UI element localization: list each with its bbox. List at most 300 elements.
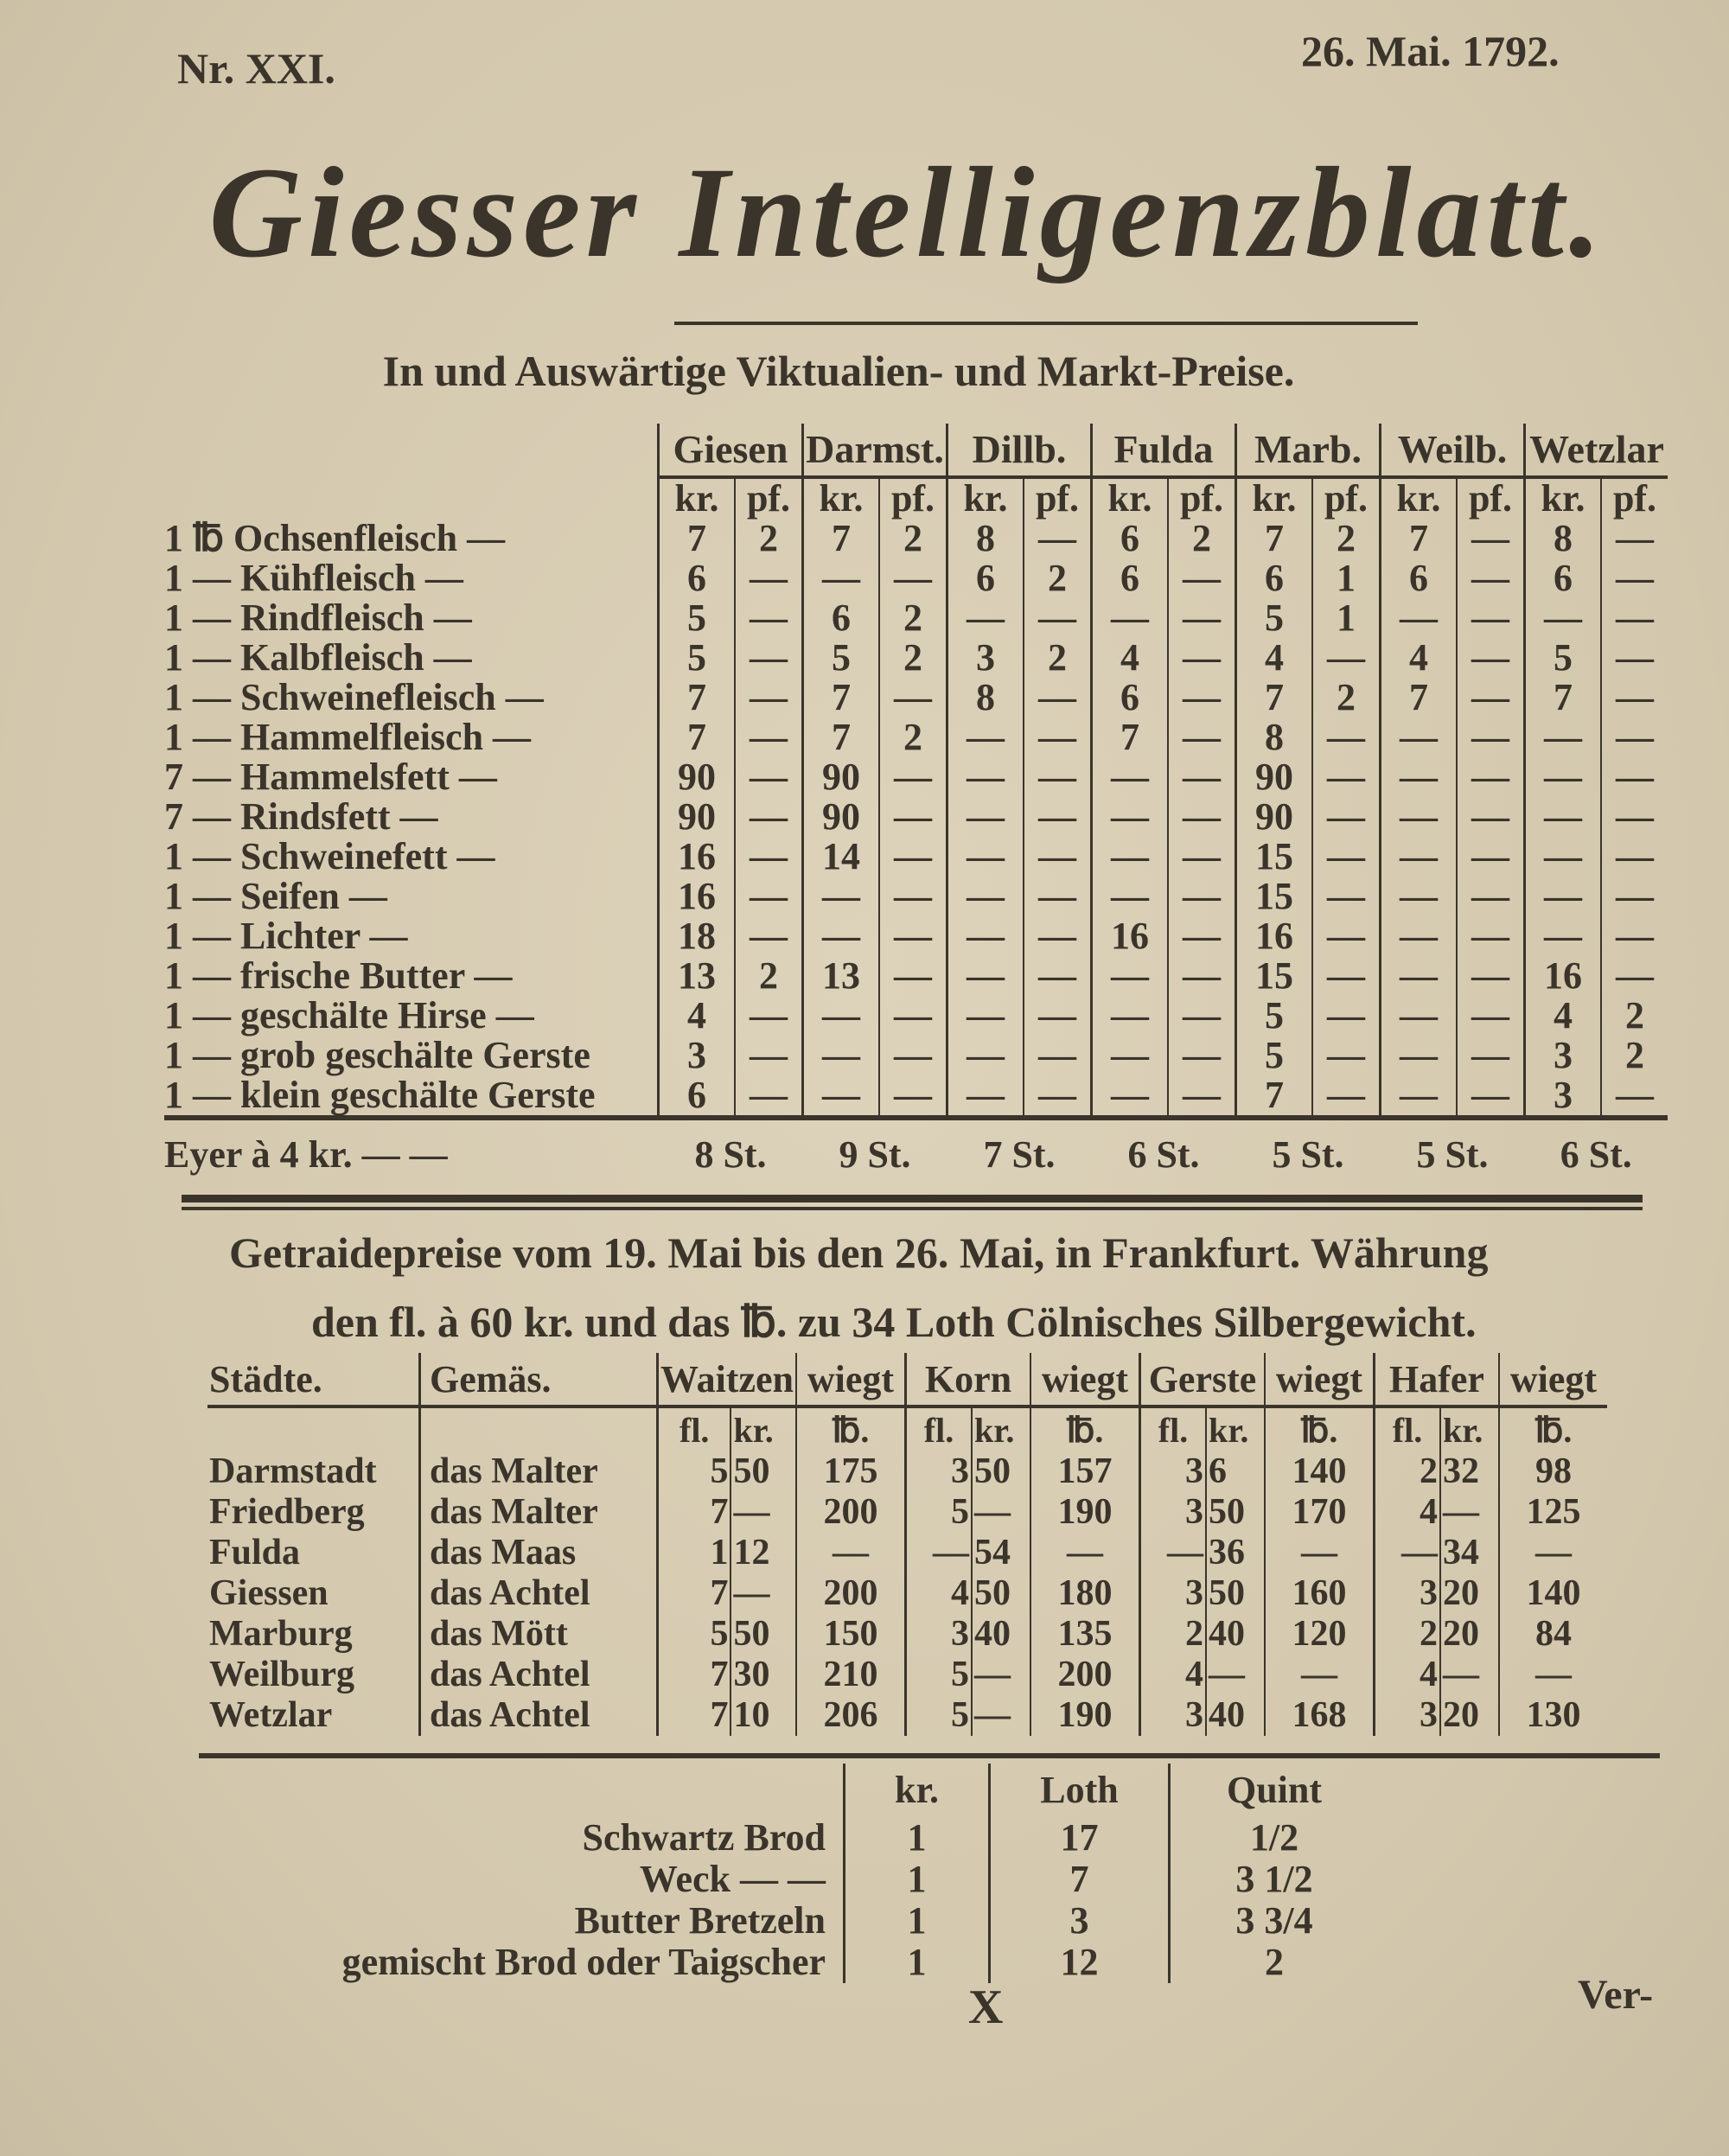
price-pf: — [1601,718,1668,757]
col-header-kr: kr. [947,477,1024,519]
col-header-kr: kr. [659,477,736,519]
price-kr: 4 [1092,638,1169,678]
price-kr: — [1525,598,1602,638]
weight-lb: 84 [1499,1614,1607,1655]
price-pf: — [1168,718,1236,757]
price-kr: — [972,1695,1030,1736]
price-kr: 5 [1236,1036,1313,1075]
price-pf: — [735,1036,803,1075]
col-header-weighs: wiegt [796,1353,906,1407]
price-pf: — [1457,1036,1525,1075]
price-kr: 3 [659,1036,736,1075]
price-pf: 2 [1601,1036,1668,1075]
price-pf: 2 [879,638,947,678]
price-kr: 20 [1440,1614,1499,1655]
price-kr: 16 [659,877,736,916]
price-fl: 3 [1374,1573,1440,1614]
price-pf: — [1024,877,1092,916]
col-header-fl: fl. [1139,1407,1206,1451]
price-pf: 2 [1168,519,1236,558]
price-pf: — [1024,519,1092,558]
price-fl: 7 [658,1695,731,1736]
price-kr: 7 [803,678,880,718]
weight-lb: 170 [1265,1492,1375,1533]
weight-lb: 190 [1030,1492,1140,1533]
price-kr: 5 [659,598,736,638]
price-kr: — [972,1492,1030,1533]
price-kr: 36 [1206,1533,1265,1573]
price-pf: — [1312,916,1381,956]
price-pf: — [1457,996,1525,1036]
price-fl: — [1139,1533,1206,1573]
price-kr: — [1092,837,1169,877]
eggs-count: 9 St. [803,1118,947,1190]
price-kr: — [803,558,880,598]
price-kr: 3 [1525,1075,1602,1118]
bread-name: Butter Bretzeln [574,1899,826,1942]
price-fl: 2 [1139,1614,1206,1655]
city-name: Friedberg [209,1492,365,1532]
price-fl: 5 [905,1492,972,1533]
price-kr: 90 [803,757,880,797]
bread-price-kr: 1 [845,1817,990,1859]
price-pf: — [1601,956,1668,996]
bread-weight-loth: 7 [990,1859,1170,1900]
price-pf: — [735,718,803,757]
price-pf: — [1457,916,1525,956]
price-pf: — [1024,797,1092,837]
price-fl: 3 [1139,1451,1206,1492]
price-pf: 2 [1024,638,1092,678]
grain-prices-intro: Getraidepreise vom 19. Mai bis den 26. Mai, in Frankfurt. Währung [229,1228,1489,1277]
price-kr: — [1381,598,1458,638]
price-pf: — [1024,996,1092,1036]
price-kr: — [1381,1075,1458,1118]
price-kr: 50 [731,1614,796,1655]
price-fl: 3 [1139,1695,1206,1736]
price-kr: 13 [659,956,736,996]
table-row [207,1573,1607,1614]
price-kr: 13 [803,956,880,996]
bread-weight-quint: 3 1/2 [1170,1859,1379,1900]
price-kr: 34 [1440,1533,1499,1573]
price-kr: 6 [1206,1451,1265,1492]
col-header-measure: Gemäs. [420,1353,658,1407]
eggs-row [164,1118,1668,1190]
price-pf: — [1457,718,1525,757]
bread-name: gemischt Brod oder Taigscher [341,1941,826,1983]
price-kr: 5 [1236,598,1313,638]
col-header-kr: kr. [1206,1407,1265,1451]
price-kr: 15 [1236,877,1313,916]
price-kr: 40 [1206,1695,1265,1736]
col-header-wheat: Waitzen [658,1353,796,1407]
grain-prices-currency-note: den fl. à 60 kr. und das ℔. zu 34 Loth Cölnisches Silbergewicht. [311,1298,1477,1346]
measure-unit: das Achtel [420,1573,658,1614]
col-header-fl: fl. [658,1407,731,1451]
weight-lb: 200 [1030,1655,1140,1695]
price-kr: 4 [1236,638,1313,678]
price-kr: 7 [803,718,880,757]
price-pf: — [1312,638,1381,678]
weight-lb: 120 [1265,1614,1375,1655]
price-kr: 32 [1440,1451,1499,1492]
issue-date: 26. Mai. 1792. [1301,27,1560,75]
bread-weight-quint: 1/2 [1170,1817,1379,1859]
col-header-weighs: wiegt [1499,1353,1607,1407]
price-pf: 1 [1312,598,1381,638]
price-fl: — [905,1533,972,1573]
price-pf: — [735,757,803,797]
item-label: 1 — Seifen — [164,875,387,917]
price-fl: 5 [905,1655,972,1695]
price-kr: — [1092,1036,1169,1075]
price-pf: — [1024,916,1092,956]
col-header-weighs: wiegt [1030,1353,1140,1407]
price-kr: — [947,1036,1024,1075]
price-fl: 3 [905,1614,972,1655]
price-fl: 5 [905,1695,972,1736]
weight-lb: 206 [796,1695,906,1736]
table-row [207,1655,1607,1695]
price-kr: 16 [1236,916,1313,956]
price-fl: 4 [1139,1655,1206,1695]
col-header-quint: Quint [1170,1764,1379,1817]
bread-weight-quint: 3 3/4 [1170,1900,1379,1942]
price-kr: 30 [731,1655,796,1695]
price-kr: — [1440,1655,1499,1695]
price-kr: 5 [1525,638,1602,678]
price-fl: 3 [1139,1573,1206,1614]
price-kr: 16 [1092,916,1169,956]
col-header-pf: pf. [1601,477,1668,519]
price-pf: — [1601,797,1668,837]
price-kr: 8 [1236,718,1313,757]
col-header-kr: kr. [731,1407,796,1451]
price-pf: — [1601,757,1668,797]
bread-price-kr: 1 [845,1942,990,1983]
col-header-city: Fulda [1092,424,1236,477]
blank-header [207,1407,420,1451]
price-kr: 90 [659,757,736,797]
price-pf: — [1168,877,1236,916]
table-row [164,757,1668,797]
eggs-count: 5 St. [1381,1118,1525,1190]
price-kr: — [803,996,880,1036]
item-label: 1 — frische Butter — [164,954,513,997]
price-kr: — [947,1075,1024,1118]
col-header-city: Dillb. [947,424,1092,477]
price-fl: 4 [905,1573,972,1614]
table-row [164,1075,1668,1118]
price-kr: — [1381,797,1458,837]
price-fl: 2 [1374,1614,1440,1655]
price-fl: 7 [658,1492,731,1533]
price-pf: — [1312,996,1381,1036]
price-kr: — [1381,996,1458,1036]
col-header-pf: pf. [1168,477,1236,519]
price-kr: 7 [659,718,736,757]
price-kr: 7 [1381,519,1458,558]
price-pf: — [1168,1075,1236,1118]
price-kr: — [1092,797,1169,837]
weight-lb: 130 [1499,1695,1607,1736]
price-pf: — [879,757,947,797]
price-pf: — [1601,877,1668,916]
price-pf: — [1312,718,1381,757]
table-row [164,638,1668,678]
table-row [164,916,1668,956]
price-kr: 7 [1092,718,1169,757]
blank-header [294,1764,845,1817]
price-pf: 2 [879,718,947,757]
measure-unit: das Achtel [420,1695,658,1736]
divider [199,1753,1660,1758]
price-pf: — [1457,558,1525,598]
price-kr: 90 [1236,797,1313,837]
masthead-title: Giesser Intelligenzblatt. [208,141,1607,284]
price-kr: — [1525,757,1602,797]
price-pf: — [735,638,803,678]
weight-lb: 210 [796,1655,906,1695]
price-kr: — [1525,718,1602,757]
col-header-city: Wetzlar [1525,424,1668,477]
price-fl: 4 [1374,1655,1440,1695]
issue-number: Nr. XXI. [177,44,335,92]
item-label: 7 — Rindsfett — [164,795,438,838]
price-kr: 7 [659,678,736,718]
price-pf: 2 [1601,996,1668,1036]
price-kr: 6 [1525,558,1602,598]
price-kr: 18 [659,916,736,956]
col-header-city: Darmst. [803,424,947,477]
price-kr: 6 [659,1075,736,1118]
table-row [294,1859,1378,1900]
col-header-pf: pf. [879,477,947,519]
price-pf: — [1312,757,1381,797]
city-name: Marburg [209,1614,353,1654]
price-kr: 6 [1092,558,1169,598]
col-header-city: Städte. [207,1353,420,1407]
price-kr: 7 [1525,678,1602,718]
price-fl: 7 [658,1573,731,1614]
price-kr: — [947,598,1024,638]
price-kr: 40 [1206,1614,1265,1655]
divider [674,322,1418,325]
weight-lb: — [1265,1655,1375,1695]
price-kr: 40 [972,1614,1030,1655]
price-pf: — [879,996,947,1036]
price-pf: 2 [1312,519,1381,558]
price-kr: 7 [1236,519,1313,558]
weight-lb: 190 [1030,1695,1140,1736]
eggs-count: 6 St. [1092,1118,1236,1190]
col-header-rye: Korn [905,1353,1030,1407]
col-header-oats: Hafer [1374,1353,1499,1407]
col-header-kr: kr. [1525,477,1602,519]
bread-weight-loth: 12 [990,1942,1170,1983]
col-header-weighs: wiegt [1265,1353,1375,1407]
price-pf: — [735,837,803,877]
weight-lb: — [1499,1655,1607,1695]
weight-lb: — [1265,1533,1375,1573]
price-pf: — [879,558,947,598]
weight-lb: 125 [1499,1492,1607,1533]
printer-signature-mark: X [968,1981,1004,2034]
price-kr: 12 [731,1533,796,1573]
blank-header [164,477,659,519]
measure-unit: das Malter [420,1451,658,1492]
col-header-lb: ℔. [1265,1407,1375,1451]
price-kr: 50 [972,1451,1030,1492]
col-header-lb: ℔. [1030,1407,1140,1451]
col-header-kr: kr. [1092,477,1169,519]
price-pf: 2 [735,519,803,558]
table-row [207,1451,1607,1492]
table-row [164,956,1668,996]
catchword: Ver- [1578,1972,1654,2018]
blank-header [420,1407,658,1451]
price-fl: 1 [658,1533,731,1573]
price-pf: — [1168,996,1236,1036]
col-header-kr: kr. [972,1407,1030,1451]
col-header-lb: ℔. [1499,1407,1607,1451]
price-kr: — [1381,837,1458,877]
price-pf: — [735,678,803,718]
table-row [294,1817,1378,1859]
price-kr: 6 [1092,678,1169,718]
price-pf: — [879,916,947,956]
table-row [207,1492,1607,1533]
table-row [164,877,1668,916]
price-pf: — [879,877,947,916]
table-row [164,1036,1668,1075]
col-header-fl: fl. [905,1407,972,1451]
price-pf: — [1457,757,1525,797]
price-kr: 4 [659,996,736,1036]
price-kr: — [972,1655,1030,1695]
price-kr: 54 [972,1533,1030,1573]
weight-lb: 135 [1030,1614,1140,1655]
price-kr: — [947,837,1024,877]
price-pf: — [1168,916,1236,956]
price-kr: — [1381,718,1458,757]
city-name: Giessen [209,1573,329,1613]
price-kr: 4 [1525,996,1602,1036]
table-row [207,1533,1607,1573]
price-fl: 3 [905,1451,972,1492]
price-kr: — [1525,916,1602,956]
item-label: 1 — Kalbfleisch — [164,636,472,679]
price-kr: — [1092,757,1169,797]
price-pf: — [1168,837,1236,877]
price-fl: 5 [658,1451,731,1492]
price-kr: — [803,916,880,956]
item-label: 1 — geschälte Hirse — [164,994,534,1037]
price-pf: — [1024,757,1092,797]
weight-lb: 200 [796,1573,906,1614]
price-kr: — [1381,877,1458,916]
eggs-label: Eyer à 4 kr. — — [164,1118,659,1190]
weight-lb: 157 [1030,1451,1140,1492]
price-kr: 7 [659,519,736,558]
table-row [164,797,1668,837]
price-pf: — [879,1036,947,1075]
price-pf: — [1312,1075,1381,1118]
price-kr: 16 [1525,956,1602,996]
price-pf: — [1024,598,1092,638]
measure-unit: das Mött [420,1614,658,1655]
table-row [207,1695,1607,1736]
price-kr: 6 [659,558,736,598]
price-pf: — [1601,598,1668,638]
grain-prices-table [207,1353,1607,1736]
bread-weight-loth: 17 [990,1817,1170,1859]
price-kr: — [947,797,1024,837]
price-pf: — [879,956,947,996]
price-kr: 7 [1236,1075,1313,1118]
price-kr: 4 [1381,638,1458,678]
item-label: 1 — Schweinefett — [164,835,495,877]
price-kr: — [947,757,1024,797]
price-pf: — [1457,678,1525,718]
weight-lb: 150 [796,1614,906,1655]
price-kr: — [947,916,1024,956]
price-pf: — [879,678,947,718]
price-kr: — [1092,1075,1169,1118]
col-header-pf: pf. [1457,477,1525,519]
weight-lb: 140 [1265,1451,1375,1492]
price-kr: 5 [1236,996,1313,1036]
item-label: 1 — Schweinefleisch — [164,676,544,718]
col-header-city: Weilb. [1381,424,1525,477]
col-header-barley: Gerste [1139,1353,1265,1407]
table-row [164,718,1668,757]
city-name: Darmstadt [209,1451,377,1491]
col-header-lb: ℔. [796,1407,906,1451]
price-kr: — [947,996,1024,1036]
price-kr: — [947,877,1024,916]
table-row [164,837,1668,877]
price-kr: — [1381,1036,1458,1075]
table-row [294,1900,1378,1942]
price-fl: 3 [1139,1492,1206,1533]
price-fl: 5 [658,1614,731,1655]
col-header-kr: kr. [845,1764,990,1817]
price-kr: 5 [803,638,880,678]
price-pf: — [1457,956,1525,996]
market-prices-heading: In und Auswärtige Viktualien- und Markt-Preise. [382,347,1295,395]
weight-lb: 180 [1030,1573,1140,1614]
price-kr: 50 [1206,1492,1265,1533]
price-pf: — [1457,519,1525,558]
table-row [164,558,1668,598]
price-kr: 20 [1440,1695,1499,1736]
price-kr: — [1092,877,1169,916]
price-kr: 8 [947,678,1024,718]
price-pf: — [1024,1075,1092,1118]
price-pf: — [879,837,947,877]
eggs-count: 8 St. [659,1118,803,1190]
price-pf: — [735,877,803,916]
price-pf: — [1457,797,1525,837]
price-pf: — [1601,558,1668,598]
price-pf: — [1312,1036,1381,1075]
measure-unit: das Malter [420,1492,658,1533]
divider [182,1195,1643,1202]
weight-lb: — [796,1533,906,1573]
price-pf: — [1168,558,1236,598]
